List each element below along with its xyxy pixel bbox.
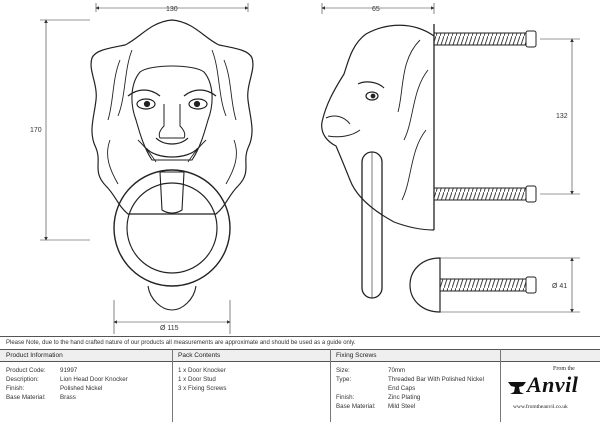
screw-material-label: Base Material: — [336, 403, 376, 410]
knocker-ring — [114, 170, 230, 286]
description-value: Lion Head Door Knocker — [60, 376, 128, 383]
pack-item: 3 x Fixing Screws — [178, 385, 227, 392]
pack-contents-heading: Pack Contents — [178, 352, 221, 359]
screw-type-label: Type: — [336, 376, 352, 383]
spec-table-header — [0, 349, 600, 362]
front-dimensions — [40, 3, 248, 334]
screw-finish-value: Zinc Plating — [388, 394, 421, 401]
anvil-icon — [507, 380, 527, 396]
logo-brand: Anvil — [527, 372, 579, 397]
lion-profile — [322, 25, 434, 230]
base-material-label: Base Material: — [6, 394, 46, 401]
screw-row — [336, 393, 421, 402]
from-the-anvil-logo — [505, 364, 595, 419]
product-info-row — [6, 384, 103, 393]
screw-bottom — [440, 279, 526, 291]
side-view — [322, 24, 434, 298]
dim-height-front: 170 — [30, 127, 42, 134]
product-code-value: 91997 — [60, 367, 78, 374]
product-info-row — [6, 393, 76, 402]
dim-screw-spacing: 132 — [556, 113, 568, 120]
lion-mane — [91, 20, 253, 214]
pack-item: 1 x Door Stud — [178, 376, 216, 383]
screw-type-value-cont: End Caps — [388, 385, 416, 392]
screw-material-value: Mild Steel — [388, 403, 416, 410]
logo-from-the: From the — [553, 366, 575, 372]
fixing-screws — [410, 31, 536, 312]
screw-middle — [434, 188, 526, 200]
screw-top — [434, 33, 526, 45]
screw-type-value: Threaded Bar With Polished Nickel — [388, 376, 484, 383]
dim-width-front: 130 — [166, 6, 178, 13]
door-stud-cap — [410, 258, 440, 312]
screw-finish-label: Finish: — [336, 394, 355, 401]
product-information-heading: Product Information — [6, 352, 63, 359]
pack-item: 1 x Door Knocker — [178, 367, 226, 374]
dim-cap-diameter: Ø 41 — [552, 283, 568, 290]
finish-value: Polished Nickel — [60, 385, 103, 392]
dim-ring-diameter: Ø 115 — [160, 325, 179, 332]
description-label: Description: — [6, 376, 39, 383]
front-view — [91, 20, 253, 310]
product-info-row — [6, 366, 78, 375]
screw-row — [336, 375, 484, 384]
fixing-screws-heading: Fixing Screws — [336, 352, 377, 359]
product-info-row — [6, 375, 128, 384]
finish-label: Finish: — [6, 385, 25, 392]
disclaimer-note: Please Note, due to the hand crafted nature of our products all measurements are approximate and should be used as a guide only. — [0, 336, 600, 349]
side-dimensions — [322, 3, 580, 312]
product-code-label: Product Code: — [6, 367, 46, 374]
dim-depth-side: 65 — [372, 6, 380, 13]
screw-row — [336, 402, 416, 411]
base-material-value: Brass — [60, 394, 76, 401]
logo-url: www.fromtheanvil.co.uk — [513, 404, 568, 410]
screw-size-value: 70mm — [388, 367, 406, 374]
screw-size-label: Size: — [336, 367, 350, 374]
screw-row — [336, 366, 406, 375]
